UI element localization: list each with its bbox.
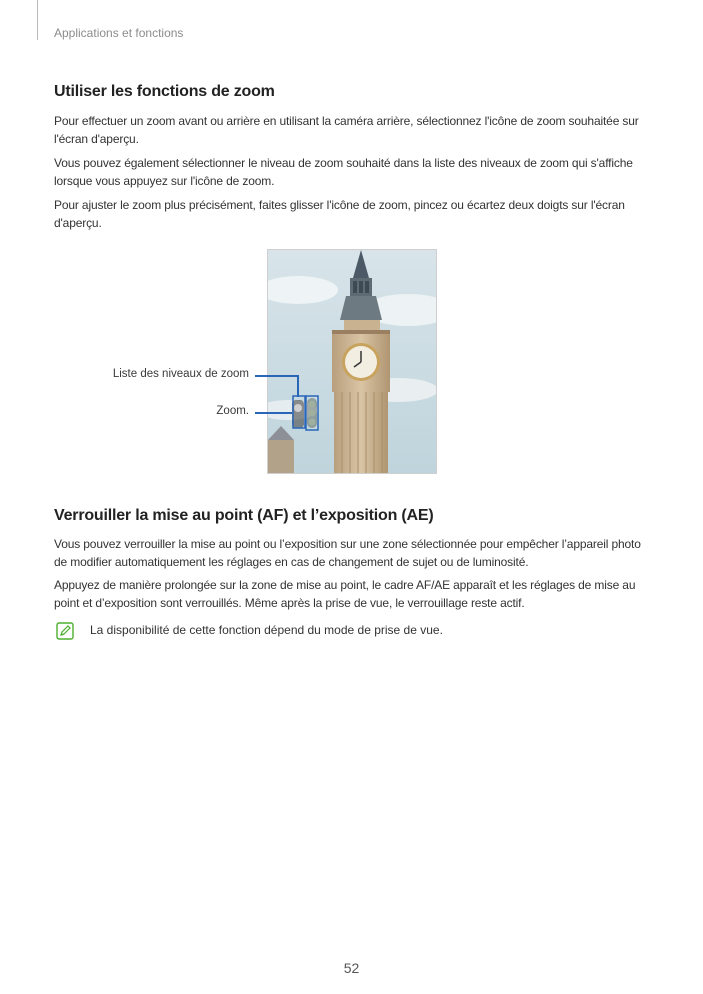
- callout-zoom-levels-line-h: [255, 375, 298, 377]
- zoom-heading: Utiliser les fonctions de zoom: [54, 83, 275, 100]
- zoom-paragraph-2: Vous pouvez également sélectionner le niveau de zoom souhaité dans la liste des niveaux de zoom qui s'affiche lorsque vous appuyez sur l'icône de zoom.: [54, 156, 633, 188]
- callout-zoom-levels-label: Liste des niveaux de zoom: [112, 368, 249, 380]
- afae-paragraph-2: Appuyez de manière prolongée sur la zone de mise au point, le cadre AF/AE apparaît et les réglages de mise au point et d’exposition sont verrouillés. Même après la prise de vue, le verrouillage reste actif.: [54, 578, 636, 610]
- afae-paragraph-1: Vous pouvez verrouiller la mise au point ou l’exposition sur une zone sélectionnée pour empêcher l’appareil photo de modifier automatiquement les réglages en cas de changement de sujet ou de luminosité.: [54, 537, 641, 569]
- zoom-paragraph-1: Pour effectuer un zoom avant ou arrière en utilisant la caméra arrière, sélectionnez l'icône de zoom souhaitée sur l'écran d'aperçu.: [54, 114, 639, 146]
- callout-zoom-line: [255, 412, 292, 414]
- callout-zoom-levels-line-v: [297, 375, 299, 397]
- zoom-paragraph-3: Pour ajuster le zoom plus précisément, faites glisser l'icône de zoom, pincez ou écartez deux doigts sur l'écran d'aperçu.: [54, 198, 625, 230]
- page-number: 52: [343, 960, 360, 976]
- margin-rule: [37, 0, 38, 40]
- camera-preview-image: [267, 249, 437, 474]
- running-head: Applications et fonctions: [54, 26, 184, 40]
- note-pencil-icon: [56, 622, 74, 640]
- callout-zoom-label: Zoom.: [216, 405, 249, 417]
- note-text: La disponibilité de cette fonction dépend du mode de prise de vue.: [90, 623, 443, 637]
- afae-heading: Verrouiller la mise au point (AF) et l’exposition (AE): [54, 507, 434, 524]
